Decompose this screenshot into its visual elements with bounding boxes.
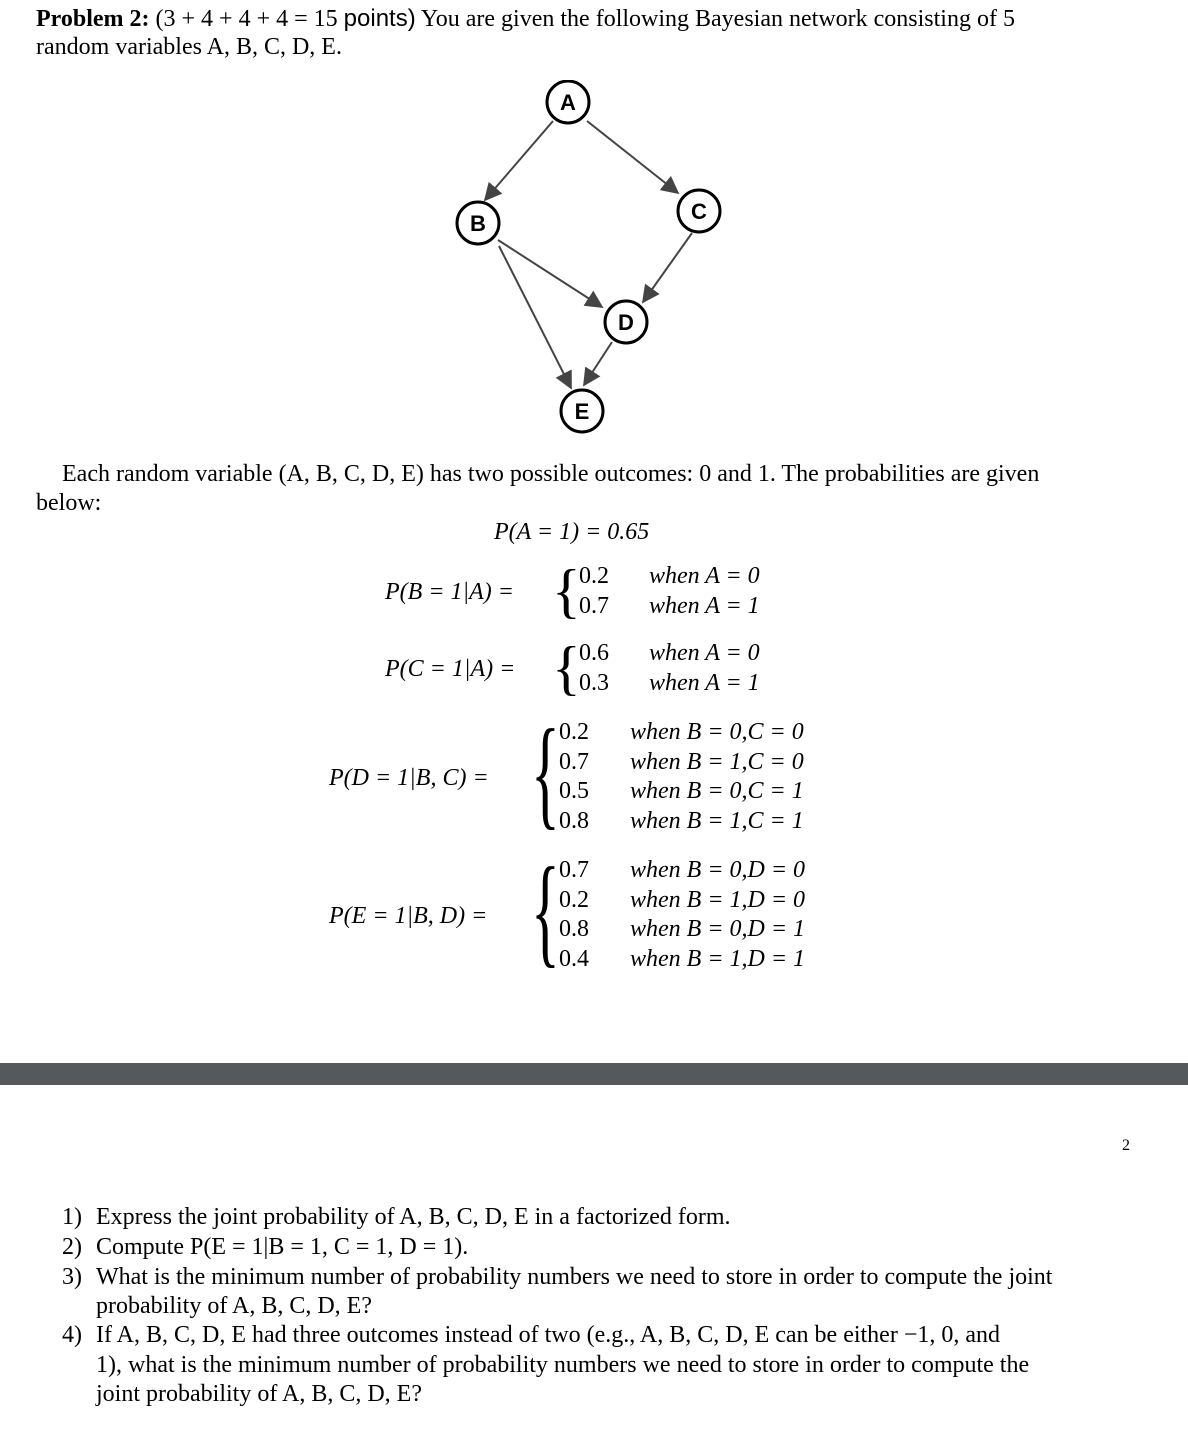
pd-value-2: 0.7	[559, 749, 589, 775]
pe-cond-2: when B = 1,D = 0	[630, 887, 806, 913]
intro-text: You are given the following Bayesian network consisting of 5	[420, 6, 1015, 32]
question-2-number: 2)	[62, 1234, 82, 1260]
question-1	[62, 1203, 731, 1232]
pe-value-3: 0.8	[559, 916, 589, 942]
pd-value-1: 0.2	[559, 719, 589, 745]
node-c	[678, 190, 720, 232]
pd-row-3	[559, 777, 804, 806]
pb-cond-1: when A = 0	[649, 563, 760, 589]
question-2	[62, 1233, 468, 1262]
pe-row-4	[559, 945, 805, 974]
problem-label: Problem 2:	[36, 6, 150, 32]
svg-text:D: D	[618, 310, 634, 335]
pc-cond-2: when A = 1	[649, 670, 760, 696]
outcomes-text: Each random variable (A, B, C, D, E) has two possible outcomes: 0 and 1. The probabilities are given	[62, 461, 1040, 487]
svg-text:E: E	[574, 399, 590, 424]
pc-row-1	[579, 639, 760, 668]
question-2-text: Compute P(E = 1|B = 1, C = 1, D = 1).	[96, 1234, 469, 1260]
edge-a-b	[485, 121, 553, 200]
node-a	[547, 81, 589, 123]
question-4-line-2: 1), what is the minimum number of probability numbers we need to store in order to compute the	[96, 1352, 1030, 1378]
bayesian-network-diagram	[440, 80, 740, 440]
pc-value-2: 0.3	[579, 670, 609, 696]
pe-cond-1: when B = 0,D = 0	[630, 857, 806, 883]
pe-row-3	[559, 915, 805, 944]
pc-brace: {	[552, 635, 581, 701]
pd-cond-4: when B = 1,C = 1	[630, 808, 804, 834]
points-word: points)	[343, 5, 416, 32]
pd-value-4: 0.8	[559, 808, 589, 834]
pd-cond-2: when B = 1,C = 0	[630, 749, 804, 775]
page-separator	[0, 1063, 1188, 1085]
pd-row-1	[559, 718, 804, 747]
pe-brace: {	[531, 842, 560, 979]
pe-value-1: 0.7	[559, 857, 589, 883]
svg-text:C: C	[691, 199, 707, 224]
pc-lhs: P(C = 1|A) =	[385, 656, 516, 682]
question-3-line-2: probability of A, B, C, D, E?	[96, 1293, 372, 1319]
pd-row-4	[559, 807, 804, 836]
question-4-text: If A, B, C, D, E had three outcomes instead of two (e.g., A, B, C, D, E can be either −1, 0, and	[96, 1322, 1001, 1348]
pd-brace: {	[531, 704, 560, 841]
question-4	[62, 1321, 1000, 1350]
pe-row-2	[559, 886, 805, 915]
pe-lhs: P(E = 1|B, D) =	[329, 903, 488, 929]
points-expression: (3 + 4 + 4 + 4 = 15	[155, 6, 338, 32]
pe-cond-4: when B = 1,D = 1	[630, 946, 806, 972]
edge-d-e	[584, 342, 612, 385]
pc-value-1: 0.6	[579, 640, 609, 666]
question-3	[62, 1263, 1052, 1292]
pd-cond-1: when B = 0,C = 0	[630, 719, 804, 745]
outcomes-text-2: below:	[36, 490, 102, 516]
pd-row-2	[559, 748, 804, 777]
question-1-number: 1)	[62, 1204, 82, 1230]
question-4-line-3: joint probability of A, B, C, D, E?	[96, 1381, 422, 1407]
pc-cond-1: when A = 0	[649, 640, 760, 666]
pd-lhs: P(D = 1|B, C) =	[329, 765, 489, 791]
pd-value-3: 0.5	[559, 778, 589, 804]
pb-value-1: 0.2	[579, 563, 609, 589]
pb-row-2	[579, 592, 760, 621]
edge-c-d	[643, 233, 692, 302]
pe-value-4: 0.4	[559, 946, 589, 972]
edge-b-e	[499, 246, 571, 388]
page-number: 2	[1122, 1137, 1130, 1154]
pb-cond-2: when A = 1	[649, 593, 760, 619]
question-3-number: 3)	[62, 1264, 82, 1290]
pb-row-1	[579, 562, 760, 591]
node-b	[457, 202, 499, 244]
problem-header	[36, 4, 1015, 34]
node-d	[605, 301, 647, 343]
pb-lhs: P(B = 1|A) =	[385, 579, 514, 605]
pc-row-2	[579, 669, 760, 698]
pe-value-2: 0.2	[559, 887, 589, 913]
question-4-number: 4)	[62, 1322, 82, 1348]
question-3-text: What is the minimum number of probability numbers we need to store in order to compute the joint	[96, 1264, 1053, 1290]
pb-value-2: 0.7	[579, 593, 609, 619]
pe-cond-3: when B = 0,D = 1	[630, 916, 806, 942]
question-1-text: Express the joint probability of A, B, C, D, E in a factorized form.	[96, 1204, 731, 1230]
pa-equation: P(A = 1) = 0.65	[494, 519, 650, 545]
intro-line-2: random variables A, B, C, D, E.	[36, 34, 342, 60]
edge-a-c	[587, 121, 678, 193]
svg-text:A: A	[560, 90, 576, 115]
node-e	[561, 390, 603, 432]
pe-row-1	[559, 856, 805, 885]
svg-text:B: B	[470, 211, 486, 236]
pb-brace: {	[552, 558, 581, 624]
pd-cond-3: when B = 0,C = 1	[630, 778, 804, 804]
